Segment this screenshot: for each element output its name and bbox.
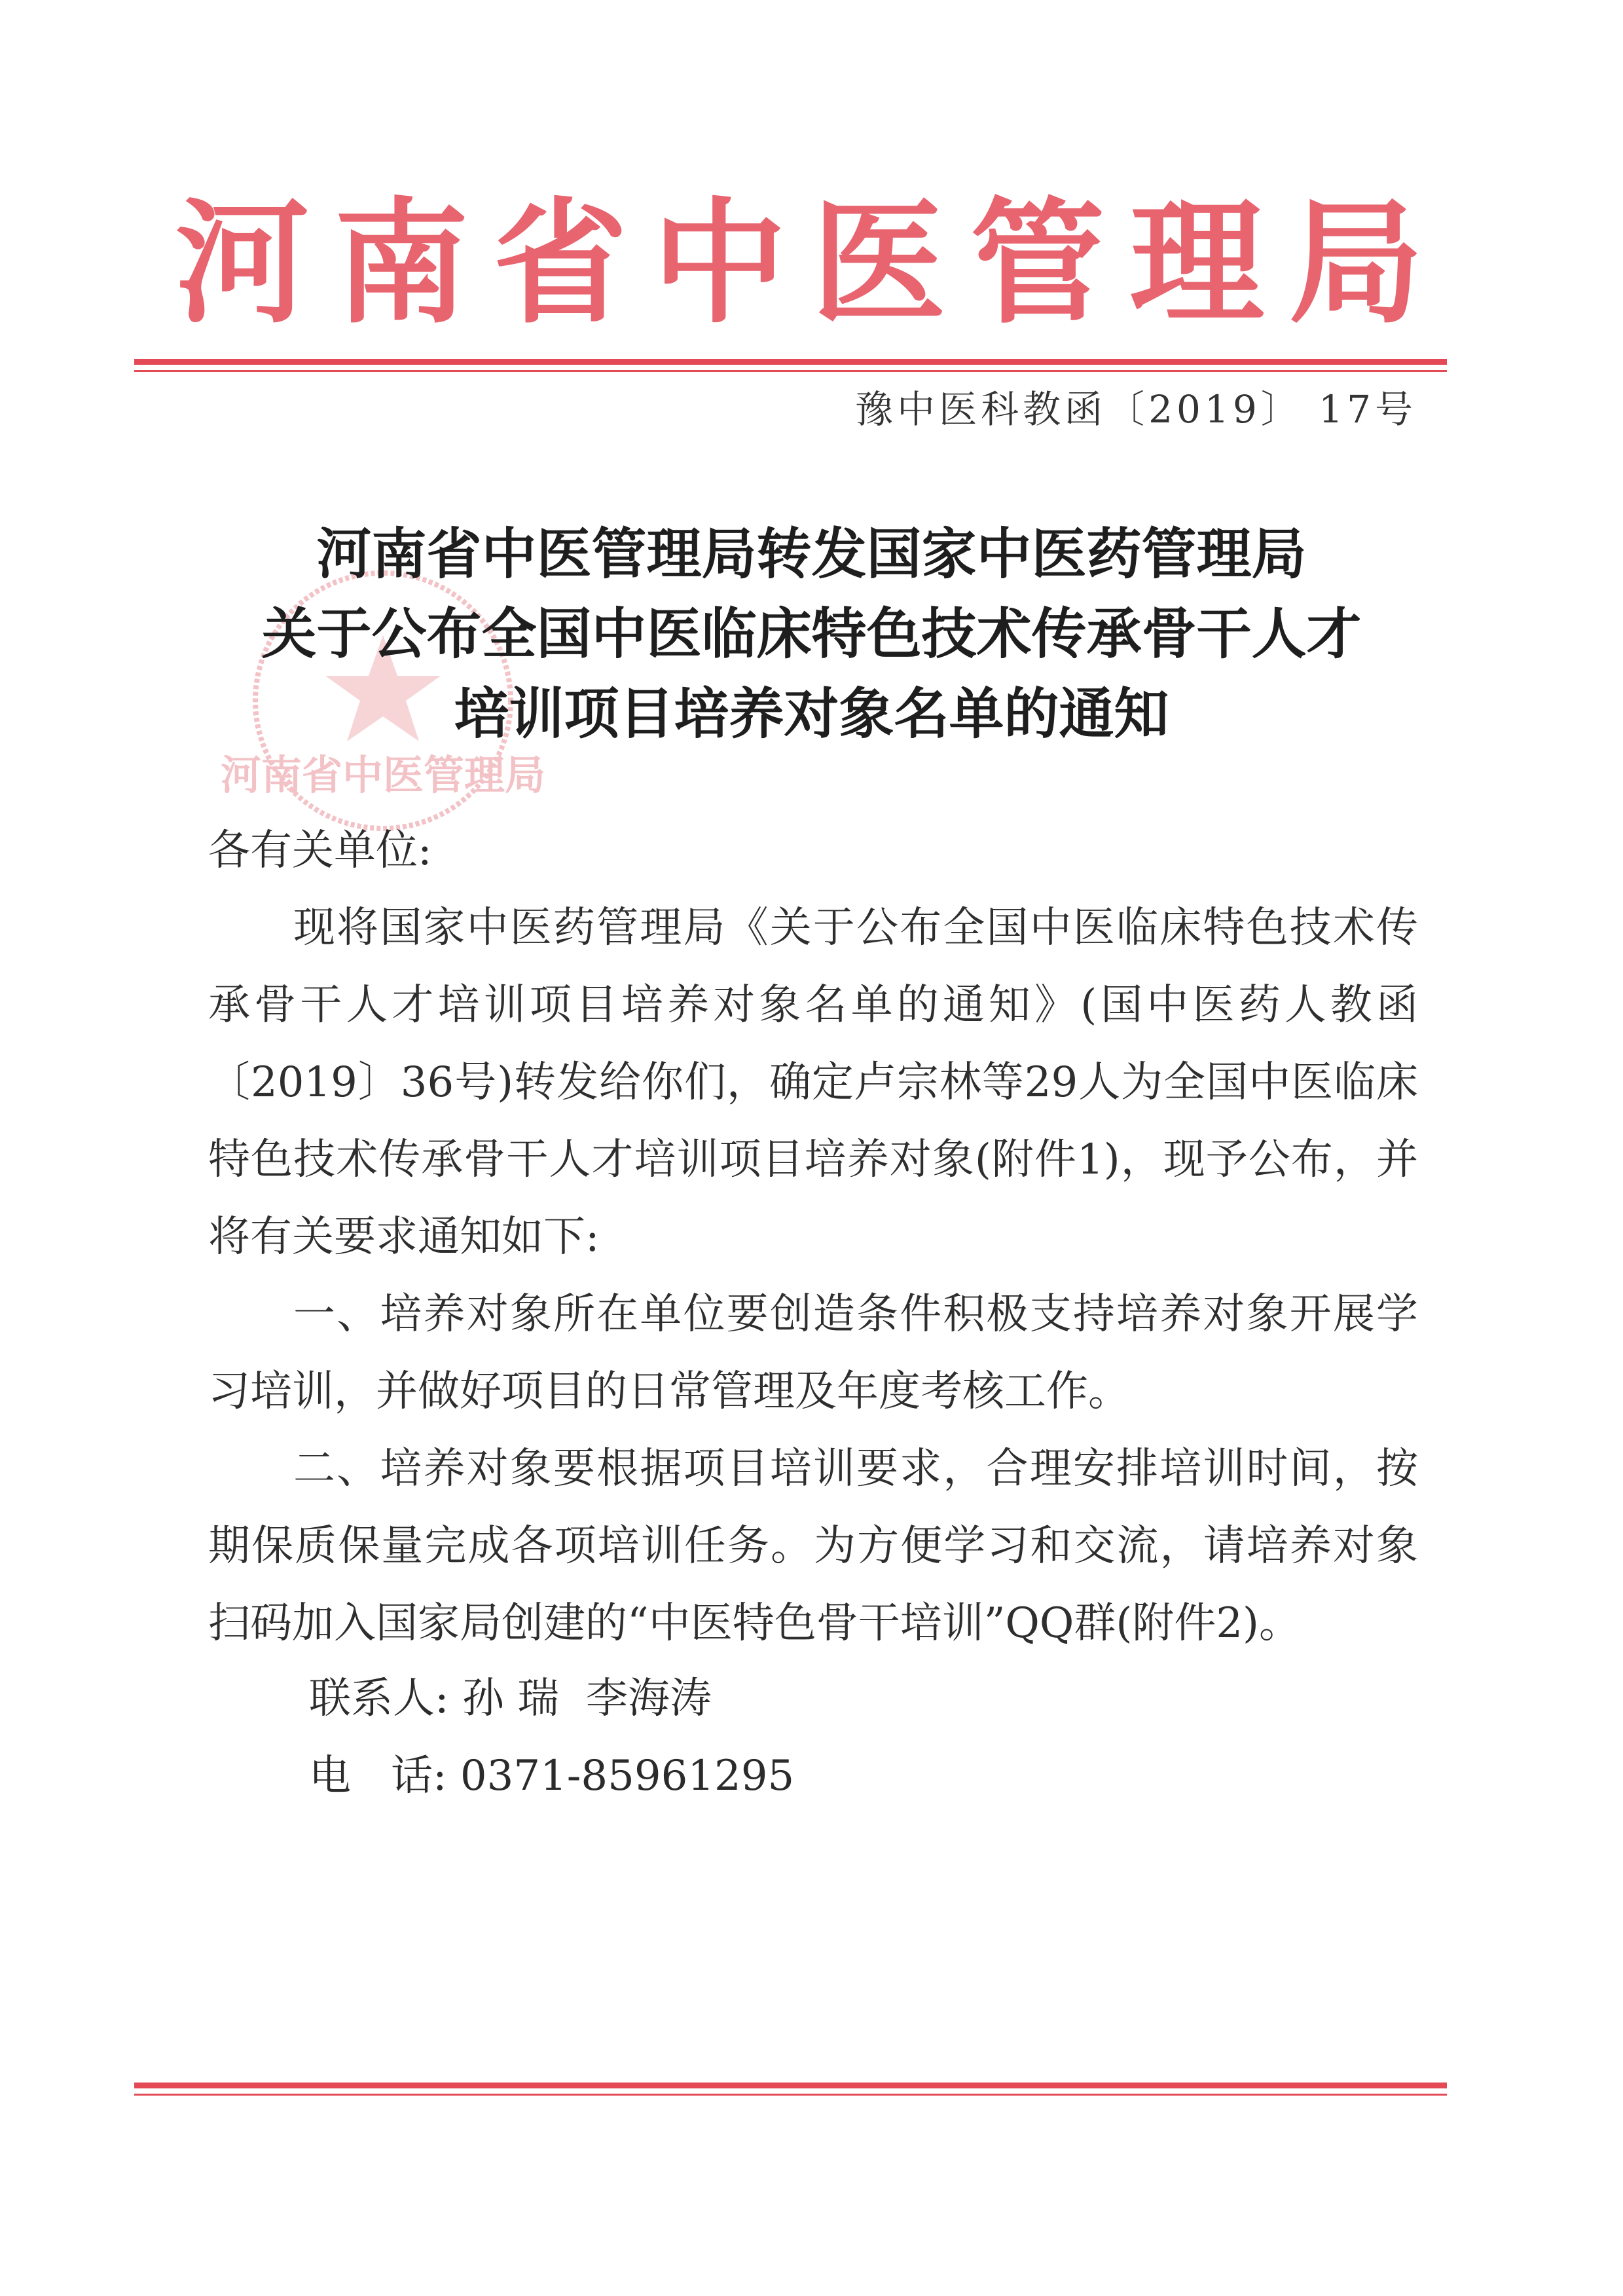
org-header: 河南省中医管理局 bbox=[175, 185, 1448, 342]
paragraph-requirement-1: 一、培养对象所在单位要创造条件积极支持培养对象开展学习培训，并做好项目的日常管理及年度考核工作。 bbox=[208, 1290, 1418, 1416]
paragraph-requirement-2: 二、培养对象要根据项目培训要求，合理安排培训时间，按期保质保量完成各项培训任务。为方便学习和交流，请培养对象扫码加入国家局创建的“中医特色骨干培训”QQ群(附件2)。 bbox=[208, 1445, 1418, 1648]
document-title bbox=[0, 514, 1623, 754]
header-rule-thick bbox=[134, 359, 1447, 365]
paragraph-intro: 现将国家中医药管理局《关于公布全国中医临床特色技术传承骨干人才培训项目培养对象名单的通知》(国中医药人教函〔2019〕36号)转发给你们，确定卢宗林等29人为全国中医临床特色技术传承骨干人才培训项目培养对象(附件1)，现予公布，并将有关要求通知如下: bbox=[208, 904, 1418, 1261]
body-paragraphs bbox=[208, 889, 1418, 1662]
doc-number: 豫中医科教函〔2019〕 17号 bbox=[855, 387, 1417, 432]
contact-phone: 电 话: 0371-85961295 bbox=[309, 1752, 795, 1800]
header-rule-thin bbox=[134, 370, 1447, 372]
seal-text: 河南省中医管理局 bbox=[220, 751, 546, 799]
footer-rule bbox=[134, 2083, 1447, 2096]
contact-person: 联系人: 孙 瑞 李海涛 bbox=[309, 1675, 712, 1723]
title-line-3: 培训项目培养对象名单的通知 bbox=[454, 681, 1169, 746]
title-line-2: 关于公布全国中医临床特色技术传承骨干人才 bbox=[261, 601, 1362, 666]
header-rule bbox=[134, 359, 1447, 372]
title-line-1: 河南省中医管理局转发国家中医药管理局 bbox=[316, 521, 1307, 586]
footer-rule-thick bbox=[134, 2083, 1447, 2088]
footer-rule-thin bbox=[134, 2094, 1447, 2096]
salutation: 各有关单位: bbox=[208, 826, 432, 875]
